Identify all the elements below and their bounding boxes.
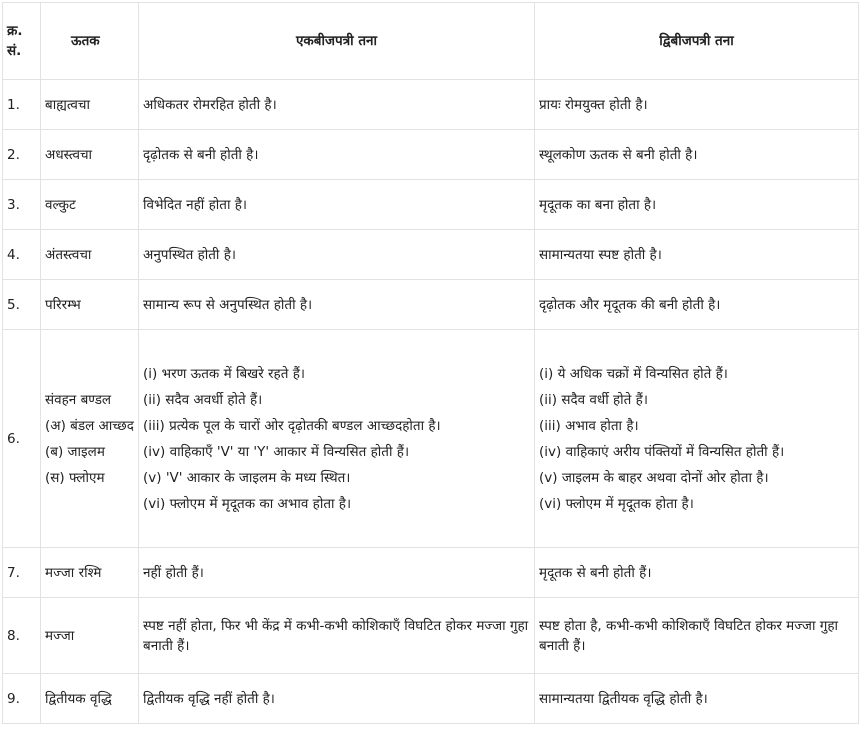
table-row [3,230,859,280]
monocot-cell: अधिकतर रोमरहित होती है। [139,80,535,130]
header-monocot-stem: एकबीजपत्री तना [139,3,535,80]
tissue-name: परिरम्भ [41,280,139,330]
dicot-cell: स्थूलकोण ऊतक से बनी होती है। [535,130,859,180]
monocot-cell: विभेदित नहीं होता है। [139,180,535,230]
dicot-cell: प्रायः रोमयुक्त होती है। [535,80,859,130]
table-row [3,280,859,330]
point-line: (ii) सदैव वर्धी होते हैं। [539,391,648,408]
comparison-table [2,2,859,724]
monocot-cell [139,330,535,548]
dicot-cell: सामान्यतया द्वितीयक वृद्धि होती है। [535,674,859,724]
dicot-cell: सामान्यतया स्पष्ट होती है। [535,230,859,280]
serial-number: 9. [3,674,41,724]
header-serial-number [3,3,41,80]
table-row [3,330,859,548]
serial-number: 4. [3,230,41,280]
point-line: (iv) वाहिकाएं अरीय पंक्तियों में विन्यसित होती हैं। [539,443,785,460]
dicot-cell: मृदूतक से बनी होती हैं। [535,548,859,598]
tissue-name: मज्जा [41,598,139,674]
monocot-cell: स्पष्ट नहीं होता, फिर भी केंद्र में कभी-कभी कोशिकाएँ विघटित होकर मज्जा गुहा बनाती हैं। [139,598,535,674]
table-row [3,674,859,724]
tissue-line: (स) फ्लोएम [45,469,105,486]
tissue-line: (ब) जाइलम [45,443,105,460]
point-line: (iii) अभाव होता है। [539,417,639,434]
point-line: (i) ये अधिक चक्रों में विन्यसित होते हैं। [539,365,728,382]
serial-number: 5. [3,280,41,330]
point-line: (v) जाइलम के बाहर अथवा दोनों ओर होता है। [539,469,769,486]
point-line: (vi) फ्लोएम में मृदूतक होता है। [539,495,694,512]
point-line: (vi) फ्लोएम में मृदूतक का अभाव होता है। [143,495,352,512]
serial-number: 6. [3,330,41,548]
table-row [3,130,859,180]
monocot-cell: द्वितीयक वृद्धि नहीं होती है। [139,674,535,724]
serial-number: 7. [3,548,41,598]
table-row [3,80,859,130]
header-serial-line1: क्र. [7,23,23,39]
tissue-line: (अ) बंडल आच्छद [45,417,134,434]
table-row [3,180,859,230]
header-tissue: ऊतक [41,3,139,80]
dicot-cell: दृढ़ोतक और मृदूतक की बनी होती है। [535,280,859,330]
tissue-name: बाह्यत्वचा [41,80,139,130]
dicot-cell: स्पष्ट होता है, कभी-कभी कोशिकाएँ विघटित होकर मज्जा गुहा बनाती हैं। [535,598,859,674]
table-row [3,598,859,674]
point-line: (iv) वाहिकाएँ 'V' या 'Y' आकार में विन्यसित होती हैं। [143,443,410,460]
serial-number: 1. [3,80,41,130]
serial-number: 8. [3,598,41,674]
dicot-cell [535,330,859,548]
monocot-cell: दृढ़ोतक से बनी होती है। [139,130,535,180]
monocot-cell: सामान्य रूप से अनुपस्थित होती है। [139,280,535,330]
tissue-name: द्वितीयक वृद्धि [41,674,139,724]
serial-number: 3. [3,180,41,230]
monocot-cell: अनुपस्थित होती है। [139,230,535,280]
point-line: (v) 'V' आकार के जाइलम के मध्य स्थित। [143,469,351,486]
tissue-name: अंतस्त्वचा [41,230,139,280]
monocot-cell: नहीं होती हैं। [139,548,535,598]
table-row [3,548,859,598]
point-line: (ii) सदैव अवर्धी होते हैं। [143,391,263,408]
dicot-cell: मृदूतक का बना होता है। [535,180,859,230]
point-line: (iii) प्रत्येक पूल के चारों ओर दृढ़ोतकी बण्डल आच्छदहोता है। [143,417,441,434]
tissue-name: वल्कुट [41,180,139,230]
tissue-name: मज्जा रश्मि [41,548,139,598]
header-row [3,3,859,80]
point-line: (i) भरण ऊतक में बिखरे रहते हैं। [143,365,305,382]
tissue-line: संवहन बण्डल [45,391,112,408]
serial-number: 2. [3,130,41,180]
tissue-name [41,330,139,548]
tissue-name: अधस्त्वचा [41,130,139,180]
header-dicot-stem: द्विबीजपत्री तना [535,3,859,80]
header-serial-line2: सं. [7,43,22,59]
